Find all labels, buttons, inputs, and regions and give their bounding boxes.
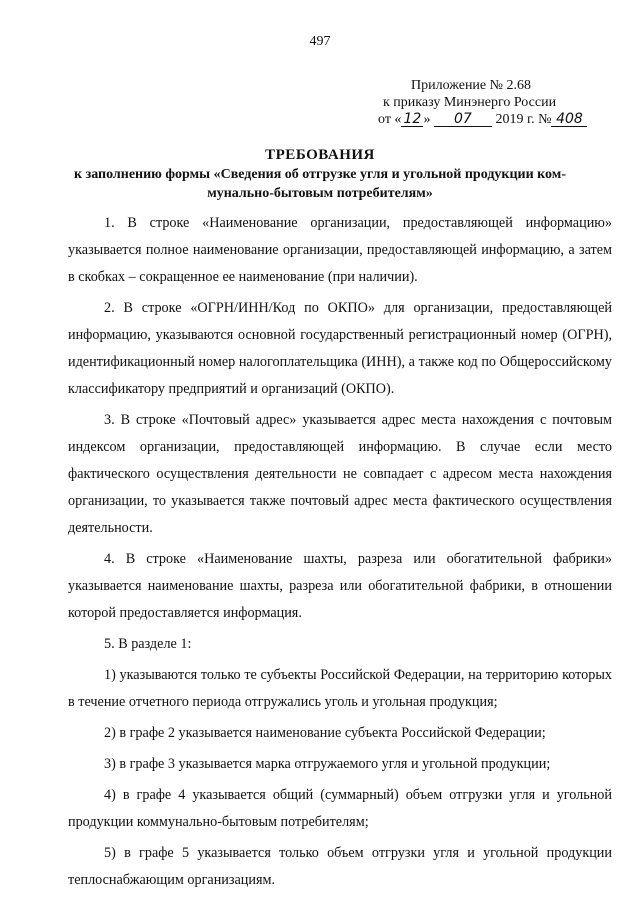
page-number: 497 [309, 34, 331, 49]
paragraph-5-item-3: 3) в графе 3 указывается марка отгружаемого угля и угольной продукции; [104, 756, 551, 772]
title-main: ТРЕБОВАНИЯ [265, 147, 375, 163]
paragraph-2: 2. В строке «ОГРН/ИНН/Код по ОКПО» для организации, предоставляющей информацию, указываются основной государственный регистрационный номер (ОГРН), идентификационный номер налогоплательщика (ИНН), а также код по Общероссийскому классификатору предприятий и организаций (ОКПО). [68, 300, 612, 397]
paragraph-5-item-5: 5) в графе 5 указывается только объем отгрузки угля и угольной продукции теплоснабжающим организациям. [68, 845, 612, 888]
appendix-block [378, 77, 618, 128]
paragraph-4: 4. В строке «Наименование шахты, разреза или обогатительной фабрики» указывается наименование шахты, разреза или обогатительной фабрики, в отношении которой предоставляется информация. [68, 551, 612, 621]
date-year: 2019 г. № [495, 112, 552, 127]
handwritten-order-number: 408 [551, 112, 587, 127]
paragraph-5-item-4: 4) в графе 4 указывается общий (суммарный) объем отгрузки угля и угольной продукции коммунально-бытовым потребителям; [68, 787, 612, 830]
title-sub-line-2: мунально-бытовым потребителям» [207, 186, 433, 201]
paragraph-3: 3. В строке «Почтовый адрес» указывается адрес места нахождения с почтовым индексом организации, предоставляющей информацию. В случае если место фактического осуществления деятельности не совпадает с адресом места нахождения организации, то указывается также почтовый адрес места фактического осуществления деятельности. [68, 412, 612, 536]
date-mid: » [423, 112, 431, 127]
paragraph-5: 5. В разделе 1: [104, 636, 192, 652]
document-body [68, 210, 612, 898]
date-prefix: от « [378, 112, 402, 127]
appendix-date-line [378, 111, 618, 128]
paragraph-5-item-2: 2) в графе 2 указывается наименование субъекта Российской Федерации; [104, 725, 546, 741]
title-sub-line-1: к заполнению формы «Сведения об отгрузке угля и угольной продукции ком- [74, 167, 566, 182]
handwritten-month: 07 [434, 112, 492, 127]
paragraph-1: 1. В строке «Наименование организации, предоставляющей информацию» указывается полное наименование организации, предоставляющей информацию, а затем в скобках – сокращенное ее наименование (при наличии). [68, 215, 612, 285]
appendix-order-reference: к приказу Минэнерго России [383, 95, 557, 110]
handwritten-day: 12 [401, 112, 423, 127]
appendix-title: Приложение № 2.68 [411, 78, 531, 93]
paragraph-5-item-1: 1) указываются только те субъекты Российской Федерации, на территорию которых в течение отчетного периода отгружались уголь и угольная продукция; [68, 667, 612, 710]
document-title [0, 146, 640, 203]
